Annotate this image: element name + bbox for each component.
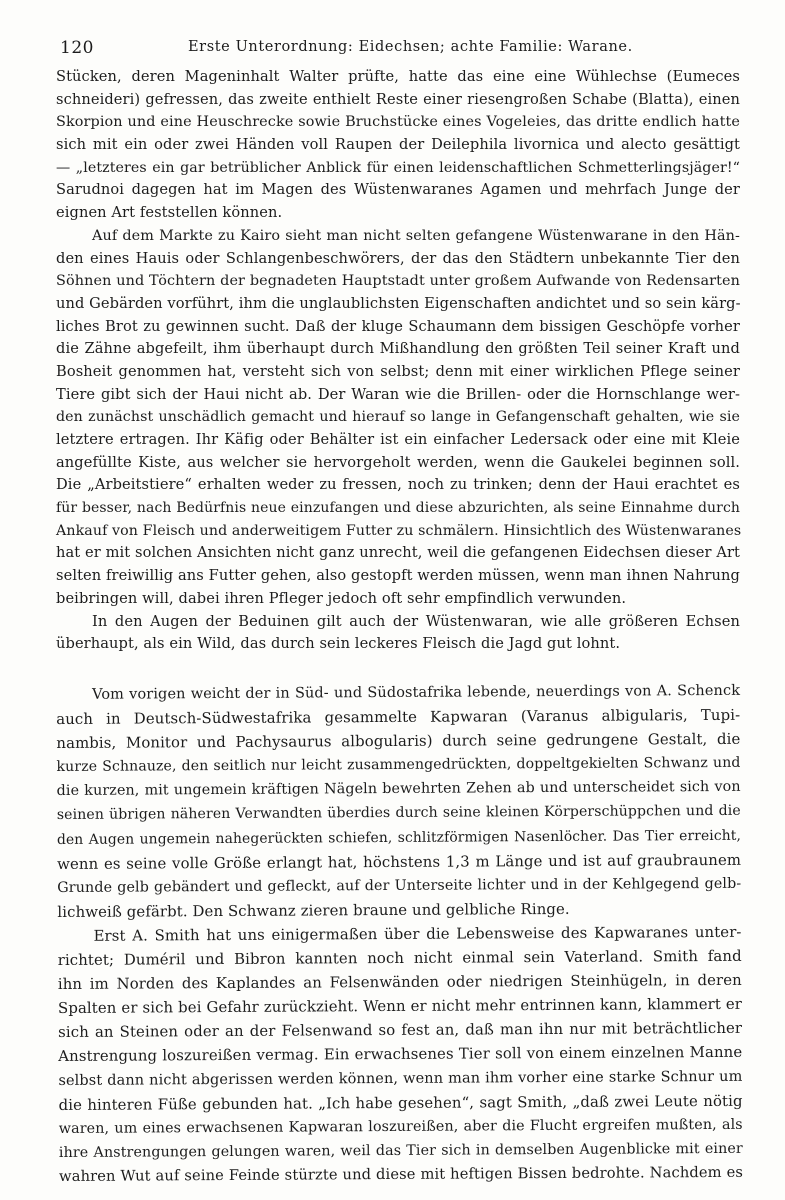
- text-line: schneideri) gefressen, das zweite enthielt Reste einer riesengroßen Schabe (Blatta), einen: [56, 90, 740, 108]
- text-line: kurze Schnauze, den seitlich nur leicht zusammengedrückten, doppeltgekielten Schwanz und: [56, 754, 741, 776]
- text-line: wenn es seine volle Größe erlangt hat, höchstens 1,3 m Länge und ist auf graubraunem: [57, 850, 742, 873]
- text-line: waren, um eines erwachsenen Kapwaran loszureißen, aber die Flucht ergreifen mußten, als: [58, 1116, 743, 1137]
- text-line: beibringen will, dabei ihren Pfleger jedoch oft sehr empfindlich verwunden.: [56, 589, 627, 607]
- text-line: die Zähne abgefeilt, ihm überhaupt durch Mißhandlung den größten Teil seiner Kraft und: [56, 340, 740, 358]
- text-line: Bosheit genommen hat, versteht sich von selbst; denn mit einer wirklichen Pflege seiner: [56, 362, 740, 380]
- section-kapwaran: [56, 679, 743, 1189]
- text-line: seinen übrigen näheren Verwandten überdies durch seine kleinen Körperschüppchen und die: [56, 803, 741, 824]
- text-line: überhaupt, als ein Wild, das durch sein leckeres Fleisch die Jagd gut lohnt.: [56, 635, 621, 653]
- running-head: Erste Unterordnung: Eidechsen; achte Familie: Warane.: [188, 39, 633, 55]
- text-line: wahren Wut auf seine Feinde stürzte und diese mit heftigen Bissen bedrohte. Nachdem es: [58, 1163, 744, 1185]
- text-line: den zunächst unschädlich gemacht und hierauf so lange in Gefangenschaft gehalten, wie sie: [56, 409, 740, 426]
- text-line: In den Augen der Beduinen gilt auch der Wüstenwaran, wie alle größeren Echsen: [92, 612, 740, 630]
- text-line: — „letzteres ein gar betrüblicher Anblick für einen leidenschaftlichen Schmetterlingsjäger!“: [56, 159, 740, 176]
- text-line: eignen Art feststellen können.: [56, 204, 283, 222]
- text-line: sich an Steinen oder an der Felsenwand so fest an, daß man ihn nur mit beträchtlicher: [58, 1019, 743, 1042]
- text-line: Erst A. Smith hat uns einigermaßen über die Lebensweise des Kapwaranes unter-: [93, 922, 742, 945]
- text-line: Ankauf von Fleisch und anderweitigem Futter zu schmälern. Hinsichtlich des Wüstenwaranes: [56, 522, 742, 539]
- text-line: angefüllte Kiste, aus welcher sie hervorgeholt werden, wenn die Gaukelei beginnen soll.: [56, 453, 740, 471]
- text-line: Anstrengung loszureißen vermag. Ein erwachsenes Tier soll von einem einzelnen Manne: [58, 1043, 743, 1066]
- text-line: richtet; Duméril und Bibron kannten noch nicht einmal sein Vaterland. Smith fand: [57, 946, 742, 969]
- text-line: Stücken, deren Mageninhalt Walter prüfte, hatte das eine eine Wühlechse (Eumeces: [56, 68, 740, 85]
- text-line: ihre Anstrengungen gelungen waren, weil das Tier sich in demselben Augenblicke mit einer: [58, 1140, 743, 1161]
- text-line: sich mit ein oder zwei Händen voll Raupen der Deilephila livornica und alecto gesättigt: [56, 136, 740, 154]
- text-line: hat er mit solchen Ansichten nicht ganz unrecht, weil die gefangenen Eidechsen dieser Art: [56, 544, 740, 562]
- text-line: für besser, nach Bedürfnis neue einzufangen und diese abzurichten, als seine Einnahme durch: [56, 500, 740, 517]
- text-line: den eines Hauis oder Schlangenbeschwörers, der das den Städtern unbekannte Tier den: [56, 249, 740, 267]
- text-line: und Gebärden vorführt, ihm die unglaublichsten Eigenschaften andichtet und so sein kärg-: [56, 294, 741, 312]
- text-line: Grunde gelb gebändert und gefleckt, auf der Unterseite lichter und in der Kehlgegend gelb-: [57, 875, 742, 896]
- text-line: Sarudnoi dagegen hat im Magen des Wüstenwaranes Agamen und mehrfach Junge der: [56, 181, 740, 199]
- text-line: ihn im Norden des Kaplandes an Felsenwänden oder niedrigen Steinhügeln, in deren: [57, 970, 742, 993]
- text-line: auch in Deutsch-Südwestafrika gesammelte Kapwaran (Varanus albigularis, Tupi-: [56, 705, 741, 728]
- text-line: die kurzen, mit ungemein kräftigen Nägeln bewehrten Zehen ab und unterscheidet sich von: [56, 779, 741, 800]
- text-line: Vom vorigen weicht der in Süd- und Südostafrika lebende, neuerdings von A. Schenck: [92, 682, 741, 703]
- text-line: Die „Arbeitstiere“ erhalten weder zu fressen, noch zu trinken; denn der Haui erachtet es: [56, 476, 740, 494]
- text-line: Söhnen und Töchtern der begnadeten Hauptstadt unter großem Aufwande von Redensarten: [56, 273, 740, 290]
- text-line: Skorpion und eine Heuschrecke sowie Bruchstücke eines Vogeleies, das dritte endlich hatte: [56, 114, 740, 131]
- text-line: liches Brot zu gewinnen sucht. Daß der kluge Schaumann dem bissigen Geschöpfe vorher: [56, 317, 740, 335]
- text-line: Tiere gibt sich der Haui nicht ab. Der Waran wie die Brillen- oder die Hornschlange wer-: [56, 385, 740, 403]
- text-line: Spalten er sich bei Gefahr zurückzieht. Wenn er nicht mehr entrinnen kann, klammert er: [57, 994, 743, 1018]
- text-line: lichweiß gefärbt. Den Schwanz zieren braune und gelbliche Ringe.: [57, 899, 570, 921]
- page-header: [60, 38, 740, 62]
- text-line: die hinteren Füße gebunden hat. „Ich habe gesehen“, sagt Smith, „daß zwei Leute nötig: [58, 1091, 743, 1114]
- page-number: 120: [60, 38, 94, 58]
- text-line: Auf dem Markte zu Kairo sieht man nicht selten gefangene Wüstenwarane in den Hän-: [92, 227, 740, 244]
- text-line: den Augen ungemein nahegerückten schiefen, schlitzförmigen Nasenlöcher. Das Tier erreicht,: [56, 827, 741, 848]
- body-text: [56, 66, 744, 1189]
- text-line: nambis, Monitor und Pachysaurus albogularis) durch seine gedrungene Gestalt, die: [56, 729, 741, 753]
- section-wuestenwaran: [56, 66, 740, 656]
- text-line: selten freiwillig ans Futter gehen, also gestopft werden müssen, wenn man ihnen Nahrung: [56, 567, 740, 585]
- text-line: letztere ertragen. Ihr Käfig oder Behälter ist ein einfacher Ledersack oder eine mit Kleie: [56, 431, 740, 448]
- text-line: selbst dann nicht abgerissen werden können, wenn man ihm vorher eine starke Schnur um: [58, 1068, 743, 1089]
